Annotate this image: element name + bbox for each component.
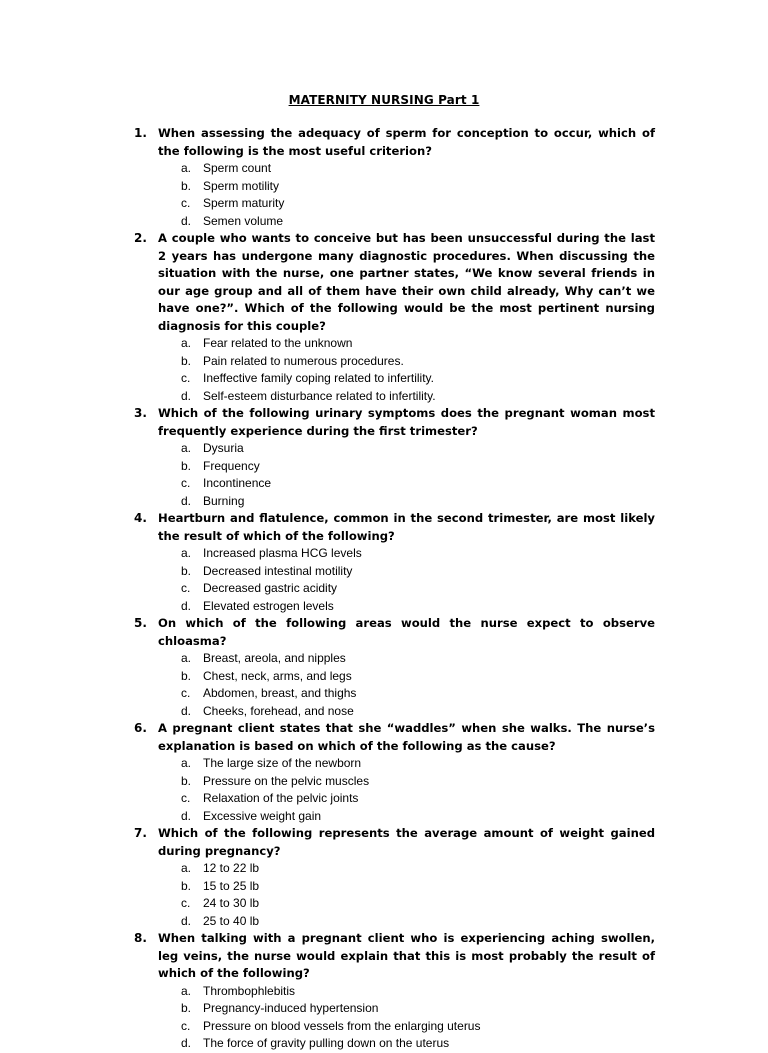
- option-b: [0, 668, 768, 686]
- option-letter: a.: [181, 651, 192, 665]
- option-text: 25 to 40 lb: [203, 913, 260, 928]
- option-letter: a.: [181, 161, 192, 175]
- option-c: [0, 475, 768, 493]
- option-letter: a.: [181, 336, 192, 350]
- option-text: Decreased gastric acidity: [203, 581, 338, 595]
- option-d: [0, 1035, 768, 1053]
- option-a: [0, 440, 768, 458]
- question-number: 5.: [134, 616, 147, 630]
- option-text: Thrombophlebitis: [203, 983, 296, 998]
- option-list: [0, 860, 768, 930]
- option-letter: b.: [181, 353, 192, 368]
- option-text: The large size of the newborn: [203, 756, 362, 770]
- option-text: Decreased intestinal motility: [203, 563, 353, 578]
- option-text: Pressure on the pelvic muscles: [203, 773, 370, 788]
- question-number: 1.: [134, 126, 147, 140]
- question-text: A pregnant client states that she “waddles” when she walks. The nurse’s explanation is based on which of the following as the cause?: [158, 721, 655, 753]
- option-text: Pregnancy-induced hypertension: [203, 1001, 379, 1015]
- question-number: 3.: [134, 406, 147, 420]
- option-list: [0, 545, 768, 615]
- option-b: [0, 458, 768, 476]
- option-list: [0, 440, 768, 510]
- option-text: 12 to 22 lb: [203, 861, 260, 875]
- question-3: [0, 405, 768, 510]
- option-letter: b.: [181, 773, 192, 788]
- option-letter: b.: [181, 668, 192, 683]
- option-a: [0, 335, 768, 353]
- question-6: [0, 720, 768, 825]
- option-text: Elevated estrogen levels: [203, 598, 334, 613]
- option-letter: a.: [181, 546, 192, 560]
- option-text: Pressure on blood vessels from the enlarging uterus: [203, 1018, 481, 1033]
- option-letter: a.: [181, 861, 192, 875]
- option-c: [0, 580, 768, 598]
- option-text: Self-esteem disturbance related to infertility.: [203, 388, 436, 403]
- option-d: [0, 213, 768, 231]
- option-letter: b.: [181, 1001, 192, 1015]
- option-b: [0, 1000, 768, 1018]
- option-text: Semen volume: [203, 213, 284, 228]
- option-text: Increased plasma HCG levels: [203, 546, 362, 560]
- option-text: Cheeks, forehead, and nose: [203, 703, 354, 718]
- option-b: [0, 773, 768, 791]
- option-letter: d.: [181, 808, 192, 823]
- question-number: 7.: [134, 826, 147, 840]
- option-text: Abdomen, breast, and thighs: [203, 686, 357, 700]
- option-letter: d.: [181, 913, 192, 928]
- option-text: Sperm motility: [203, 178, 280, 193]
- option-letter: d.: [181, 213, 192, 228]
- question-2: [0, 230, 768, 405]
- document-title: MATERNITY NURSING Part 1: [288, 93, 480, 107]
- option-letter: b.: [181, 563, 192, 578]
- option-text: Sperm maturity: [203, 196, 285, 210]
- option-d: [0, 388, 768, 406]
- option-c: [0, 895, 768, 913]
- option-text: Dysuria: [203, 441, 244, 455]
- question-8: [0, 930, 768, 1053]
- option-text: 15 to 25 lb: [203, 878, 260, 893]
- option-letter: c.: [181, 581, 191, 595]
- option-d: [0, 808, 768, 826]
- option-text: Fear related to the unknown: [203, 336, 353, 350]
- option-letter: b.: [181, 878, 192, 893]
- option-b: [0, 878, 768, 896]
- option-text: Relaxation of the pelvic joints: [203, 791, 359, 805]
- option-letter: d.: [181, 388, 192, 403]
- option-list: [0, 755, 768, 825]
- question-number: 6.: [134, 721, 147, 735]
- question-number: 8.: [134, 931, 147, 945]
- option-a: [0, 545, 768, 563]
- question-7: [0, 825, 768, 930]
- question-list: [0, 125, 768, 1053]
- option-b: [0, 353, 768, 371]
- question-number: 2.: [134, 231, 147, 245]
- option-c: [0, 1018, 768, 1036]
- option-text: Incontinence: [203, 476, 272, 490]
- option-text: 24 to 30 lb: [203, 896, 260, 910]
- option-letter: d.: [181, 493, 192, 508]
- question-4: [0, 510, 768, 615]
- option-letter: c.: [181, 196, 191, 210]
- option-text: Ineffective family coping related to infertility.: [203, 371, 434, 385]
- option-a: [0, 650, 768, 668]
- question-text: On which of the following areas would the nurse expect to observe chloasma?: [158, 616, 655, 648]
- option-text: Excessive weight gain: [203, 808, 322, 823]
- option-letter: c.: [181, 476, 191, 490]
- option-a: [0, 160, 768, 178]
- option-letter: a.: [181, 983, 192, 998]
- option-c: [0, 195, 768, 213]
- option-text: Sperm count: [203, 161, 272, 175]
- option-d: [0, 598, 768, 616]
- option-text: Frequency: [203, 458, 260, 473]
- option-letter: c.: [181, 896, 191, 910]
- option-d: [0, 913, 768, 931]
- option-letter: d.: [181, 598, 192, 613]
- question-text: When talking with a pregnant client who is experiencing aching swollen, leg veins, the nurse would explain that this is most probably the result of which of the following?: [158, 931, 655, 980]
- question-text: Heartburn and flatulence, common in the second trimester, are most likely the result of which of the following?: [158, 511, 655, 543]
- option-letter: c.: [181, 371, 191, 385]
- option-letter: c.: [181, 791, 191, 805]
- option-letter: b.: [181, 458, 192, 473]
- option-list: [0, 650, 768, 720]
- option-letter: d.: [181, 703, 192, 718]
- option-letter: d.: [181, 1036, 192, 1050]
- option-letter: b.: [181, 178, 192, 193]
- question-text: A couple who wants to conceive but has been unsuccessful during the last 2 years has undergone many diagnostic procedures. When discussing the situation with the nurse, one partner states, “We know several friends in our age group and all of them have their own child already, Why can’t we have one?”. Which of the following would be the most pertinent nursing diagnosis for this couple?: [158, 231, 655, 333]
- option-a: [0, 860, 768, 878]
- option-text: Breast, areola, and nipples: [203, 651, 346, 665]
- question-1: [0, 125, 768, 230]
- option-d: [0, 493, 768, 511]
- option-c: [0, 370, 768, 388]
- question-text: Which of the following represents the average amount of weight gained during pregnancy?: [158, 826, 655, 858]
- option-text: Chest, neck, arms, and legs: [203, 668, 352, 683]
- option-text: Pain related to numerous procedures.: [203, 353, 404, 368]
- option-d: [0, 703, 768, 721]
- option-letter: a.: [181, 441, 192, 455]
- option-text: Burning: [203, 493, 245, 508]
- option-letter: c.: [181, 1018, 191, 1033]
- question-number: 4.: [134, 511, 147, 525]
- option-a: [0, 755, 768, 773]
- option-b: [0, 563, 768, 581]
- option-list: [0, 335, 768, 405]
- option-a: [0, 983, 768, 1001]
- option-text: The force of gravity pulling down on the uterus: [203, 1036, 450, 1050]
- option-b: [0, 178, 768, 196]
- option-list: [0, 160, 768, 230]
- option-c: [0, 790, 768, 808]
- question-5: [0, 615, 768, 720]
- question-text: When assessing the adequacy of sperm for conception to occur, which of the following is the most useful criterion?: [158, 126, 655, 158]
- option-letter: c.: [181, 686, 191, 700]
- option-list: [0, 983, 768, 1053]
- option-letter: a.: [181, 756, 192, 770]
- option-c: [0, 685, 768, 703]
- question-text: Which of the following urinary symptoms does the pregnant woman most frequently experience during the first trimester?: [158, 406, 655, 438]
